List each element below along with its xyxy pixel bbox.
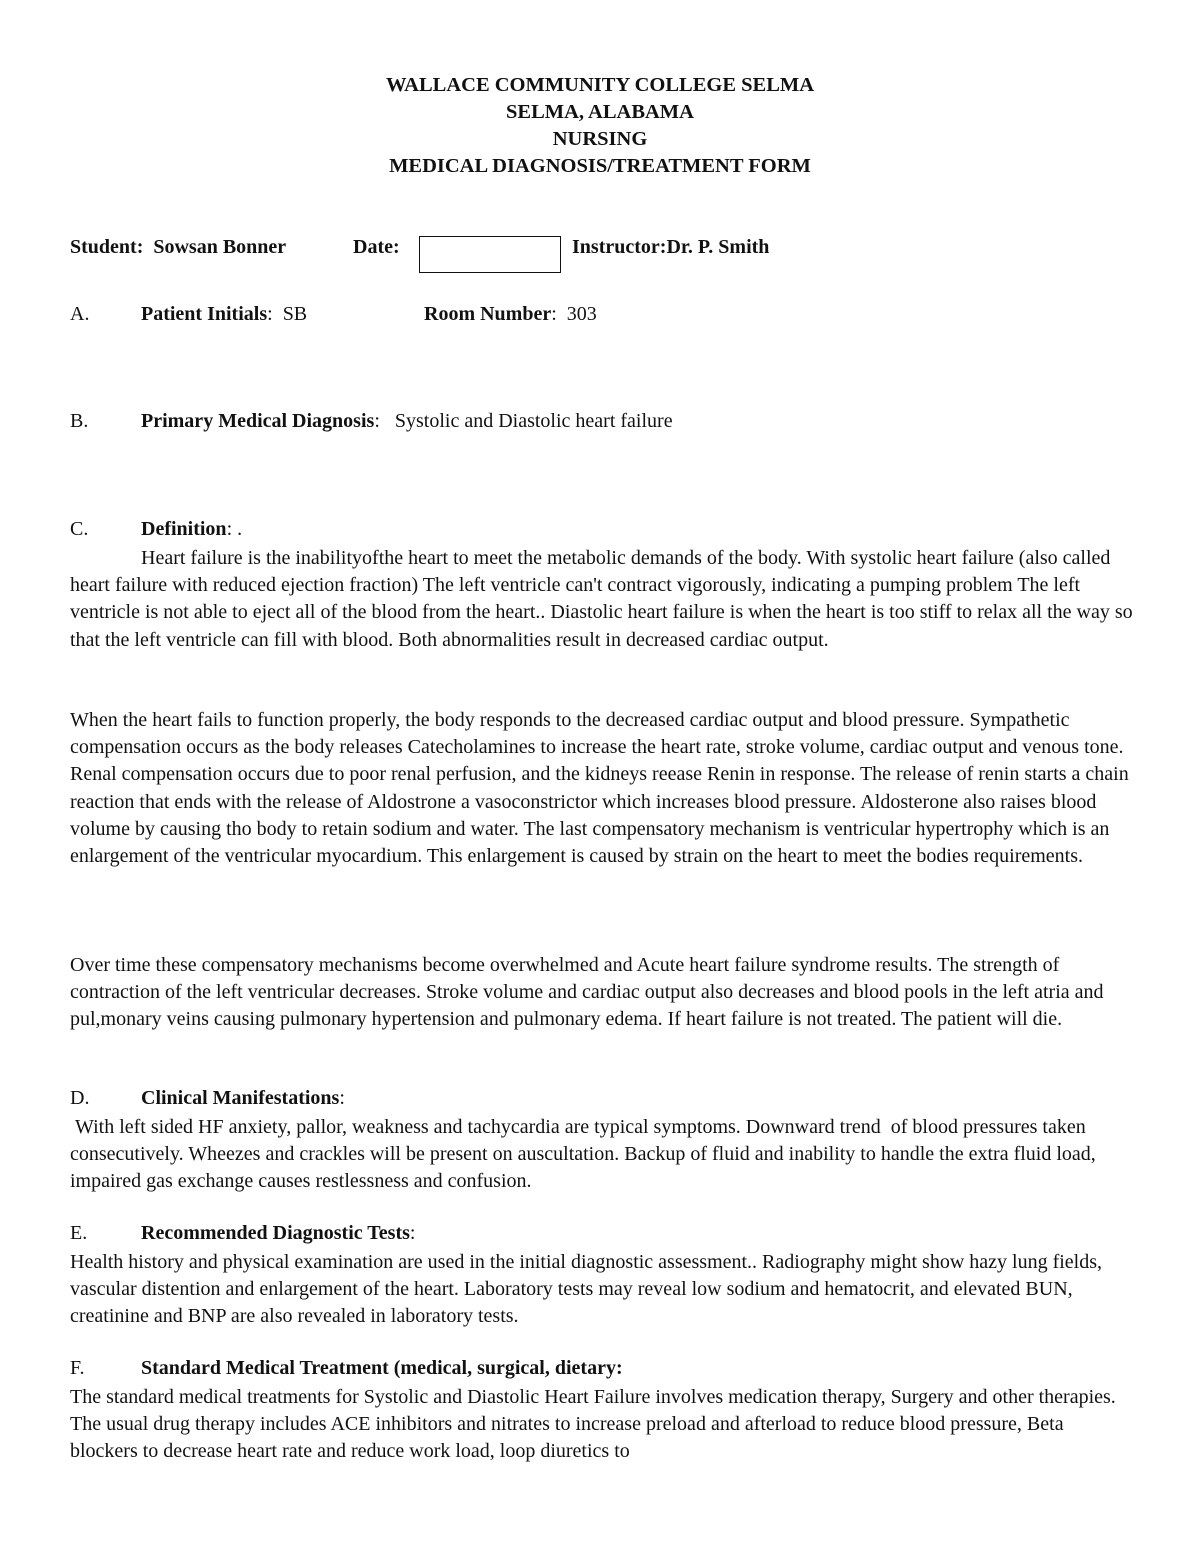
standard-treatment-label: Standard Medical Treatment (medical, surgical, dietary: xyxy=(141,1357,623,1379)
section-c-heading xyxy=(70,518,242,541)
department: NURSING xyxy=(552,128,648,150)
section-d-heading: D. Clinical Manifestations: xyxy=(70,1087,345,1109)
section-a: A. Patient Initials: SB xyxy=(70,303,308,325)
definition-paragraph-1 xyxy=(70,545,1135,654)
section-b-letter: B. xyxy=(70,410,89,432)
instructor-name: Dr. P. Smith xyxy=(666,236,770,258)
date-field[interactable] xyxy=(419,236,561,273)
student-line xyxy=(70,236,286,259)
primary-diagnosis-label: Primary Medical Diagnosis xyxy=(141,410,375,432)
section-e-letter: E. xyxy=(70,1222,88,1244)
section-a-letter: A. xyxy=(70,303,90,325)
instructor-line xyxy=(572,236,769,259)
diagnostic-tests-text: Health history and physical examination are used in the initial diagnostic assessment.. Radiography might show hazy lung fields, vascular distention and enlargement of the heart. Laboratory tests may reveal low sodium and hematocrit, and elevated BUN, creatinine and BNP are also revealed in laboratory tests. xyxy=(70,1251,1103,1328)
clinical-manifestations-label: Clinical Manifestations xyxy=(141,1087,340,1109)
section-c-letter: C. xyxy=(70,518,89,540)
definition-text-1: Heart failure is the inabilityofthe heart to meet the metabolic demands of the body. With systolic heart failure (also called heart failure with reduced ejection fraction) The left ventricle can't contract vigorously, indicating a pumping problem The left ventricle is not able to eject all of the blood from the heart.. Diastolic heart failure is when the heart is too stiff to relax all the way so that the left ventricle can fill with blood. Both abnormalities result in decreased cardiac output. xyxy=(70,547,1133,651)
primary-diagnosis-value: Systolic and Diastolic heart failure xyxy=(394,410,673,432)
section-f-letter: F. xyxy=(70,1357,85,1379)
instructor-label: Instructor: xyxy=(572,236,667,258)
definition-text-3: Over time these compensatory mechanisms become overwhelmed and Acute heart failure syndrome results. The strength of contraction of the left ventricular decreases. Stroke volume and cardiac output also decreases and blood pools in the left atria and pul,monary veins causing pulmonary hypertension and pulmonary edema. If heart failure is not treated. The patient will die. xyxy=(70,954,1104,1031)
room-number-value: 303 xyxy=(566,303,597,325)
patient-initials-label: Patient Initials xyxy=(141,303,268,325)
definition-paragraph-2 xyxy=(70,707,1135,870)
standard-treatment-text: The standard medical treatments for Systolic and Diastolic Heart Failure involves medication therapy, Surgery and other therapies. The usual drug therapy includes ACE inhibitors and nitrates to increase preload and afterload to reduce blood pressure, Beta blockers to decrease heart rate and reduce work load, loop diuretics to xyxy=(70,1386,1116,1463)
college-name: WALLACE COMMUNITY COLLEGE SELMA xyxy=(385,74,815,96)
form-header xyxy=(0,72,1200,180)
room-number: Room Number: 303 xyxy=(424,303,597,325)
student-name: Sowsan Bonner xyxy=(153,236,287,258)
patient-initials-value: SB xyxy=(282,303,308,325)
diagnostic-tests-paragraph xyxy=(70,1249,1135,1331)
form-title: MEDICAL DIAGNOSIS/TREATMENT FORM xyxy=(389,155,811,177)
section-d-letter: D. xyxy=(70,1087,90,1109)
section-f-heading xyxy=(70,1357,623,1380)
clinical-manifestations-paragraph xyxy=(70,1114,1135,1196)
definition-paragraph-3 xyxy=(70,952,1135,1034)
student-label: Student: xyxy=(70,236,144,258)
definition-label: Definition xyxy=(141,518,227,540)
clinical-manifestations-text: With left sided HF anxiety, pallor, weakness and tachycardia are typical symptoms. Downward trend of blood pressures taken consecutively. Wheezes and crackles will be present on auscultation. Backup of fluid and inability to handle the extra fluid load, impaired gas exchange causes restlessness and confusion. xyxy=(70,1116,1101,1193)
diagnostic-tests-label: Recommended Diagnostic Tests xyxy=(141,1222,410,1244)
college-location: SELMA, ALABAMA xyxy=(506,101,694,123)
definition-text-2: When the heart fails to function properly, the body responds to the decreased cardiac output and blood pressure. Sympathetic compensation occurs as the body releases Catecholamines to increase the heart rate, stroke volume, cardiac output and venous tone. Renal compensation occurs due to poor renal perfusion, and the kidneys reease Renin in response. The release of renin starts a chain reaction that ends with the release of Aldostrone a vasoconstrictor which increases blood pressure. Aldosterone also raises blood volume by causing tho body to retain sodium and water. The last compensatory mechanism is ventricular hypertrophy which is an enlargement of the ventricular myocardium. This enlargement is caused by strain on the heart to meet the bodies requirements. xyxy=(70,709,1129,868)
standard-treatment-paragraph xyxy=(70,1384,1135,1466)
section-e-heading: E. Recommended Diagnostic Tests: xyxy=(70,1222,416,1244)
room-number-label: Room Number xyxy=(424,303,552,325)
definition-suffix: : . xyxy=(226,518,243,540)
section-b: B. Primary Medical Diagnosis: Systolic and Diastolic heart failure xyxy=(70,410,673,432)
date-label: Date: xyxy=(353,236,400,258)
